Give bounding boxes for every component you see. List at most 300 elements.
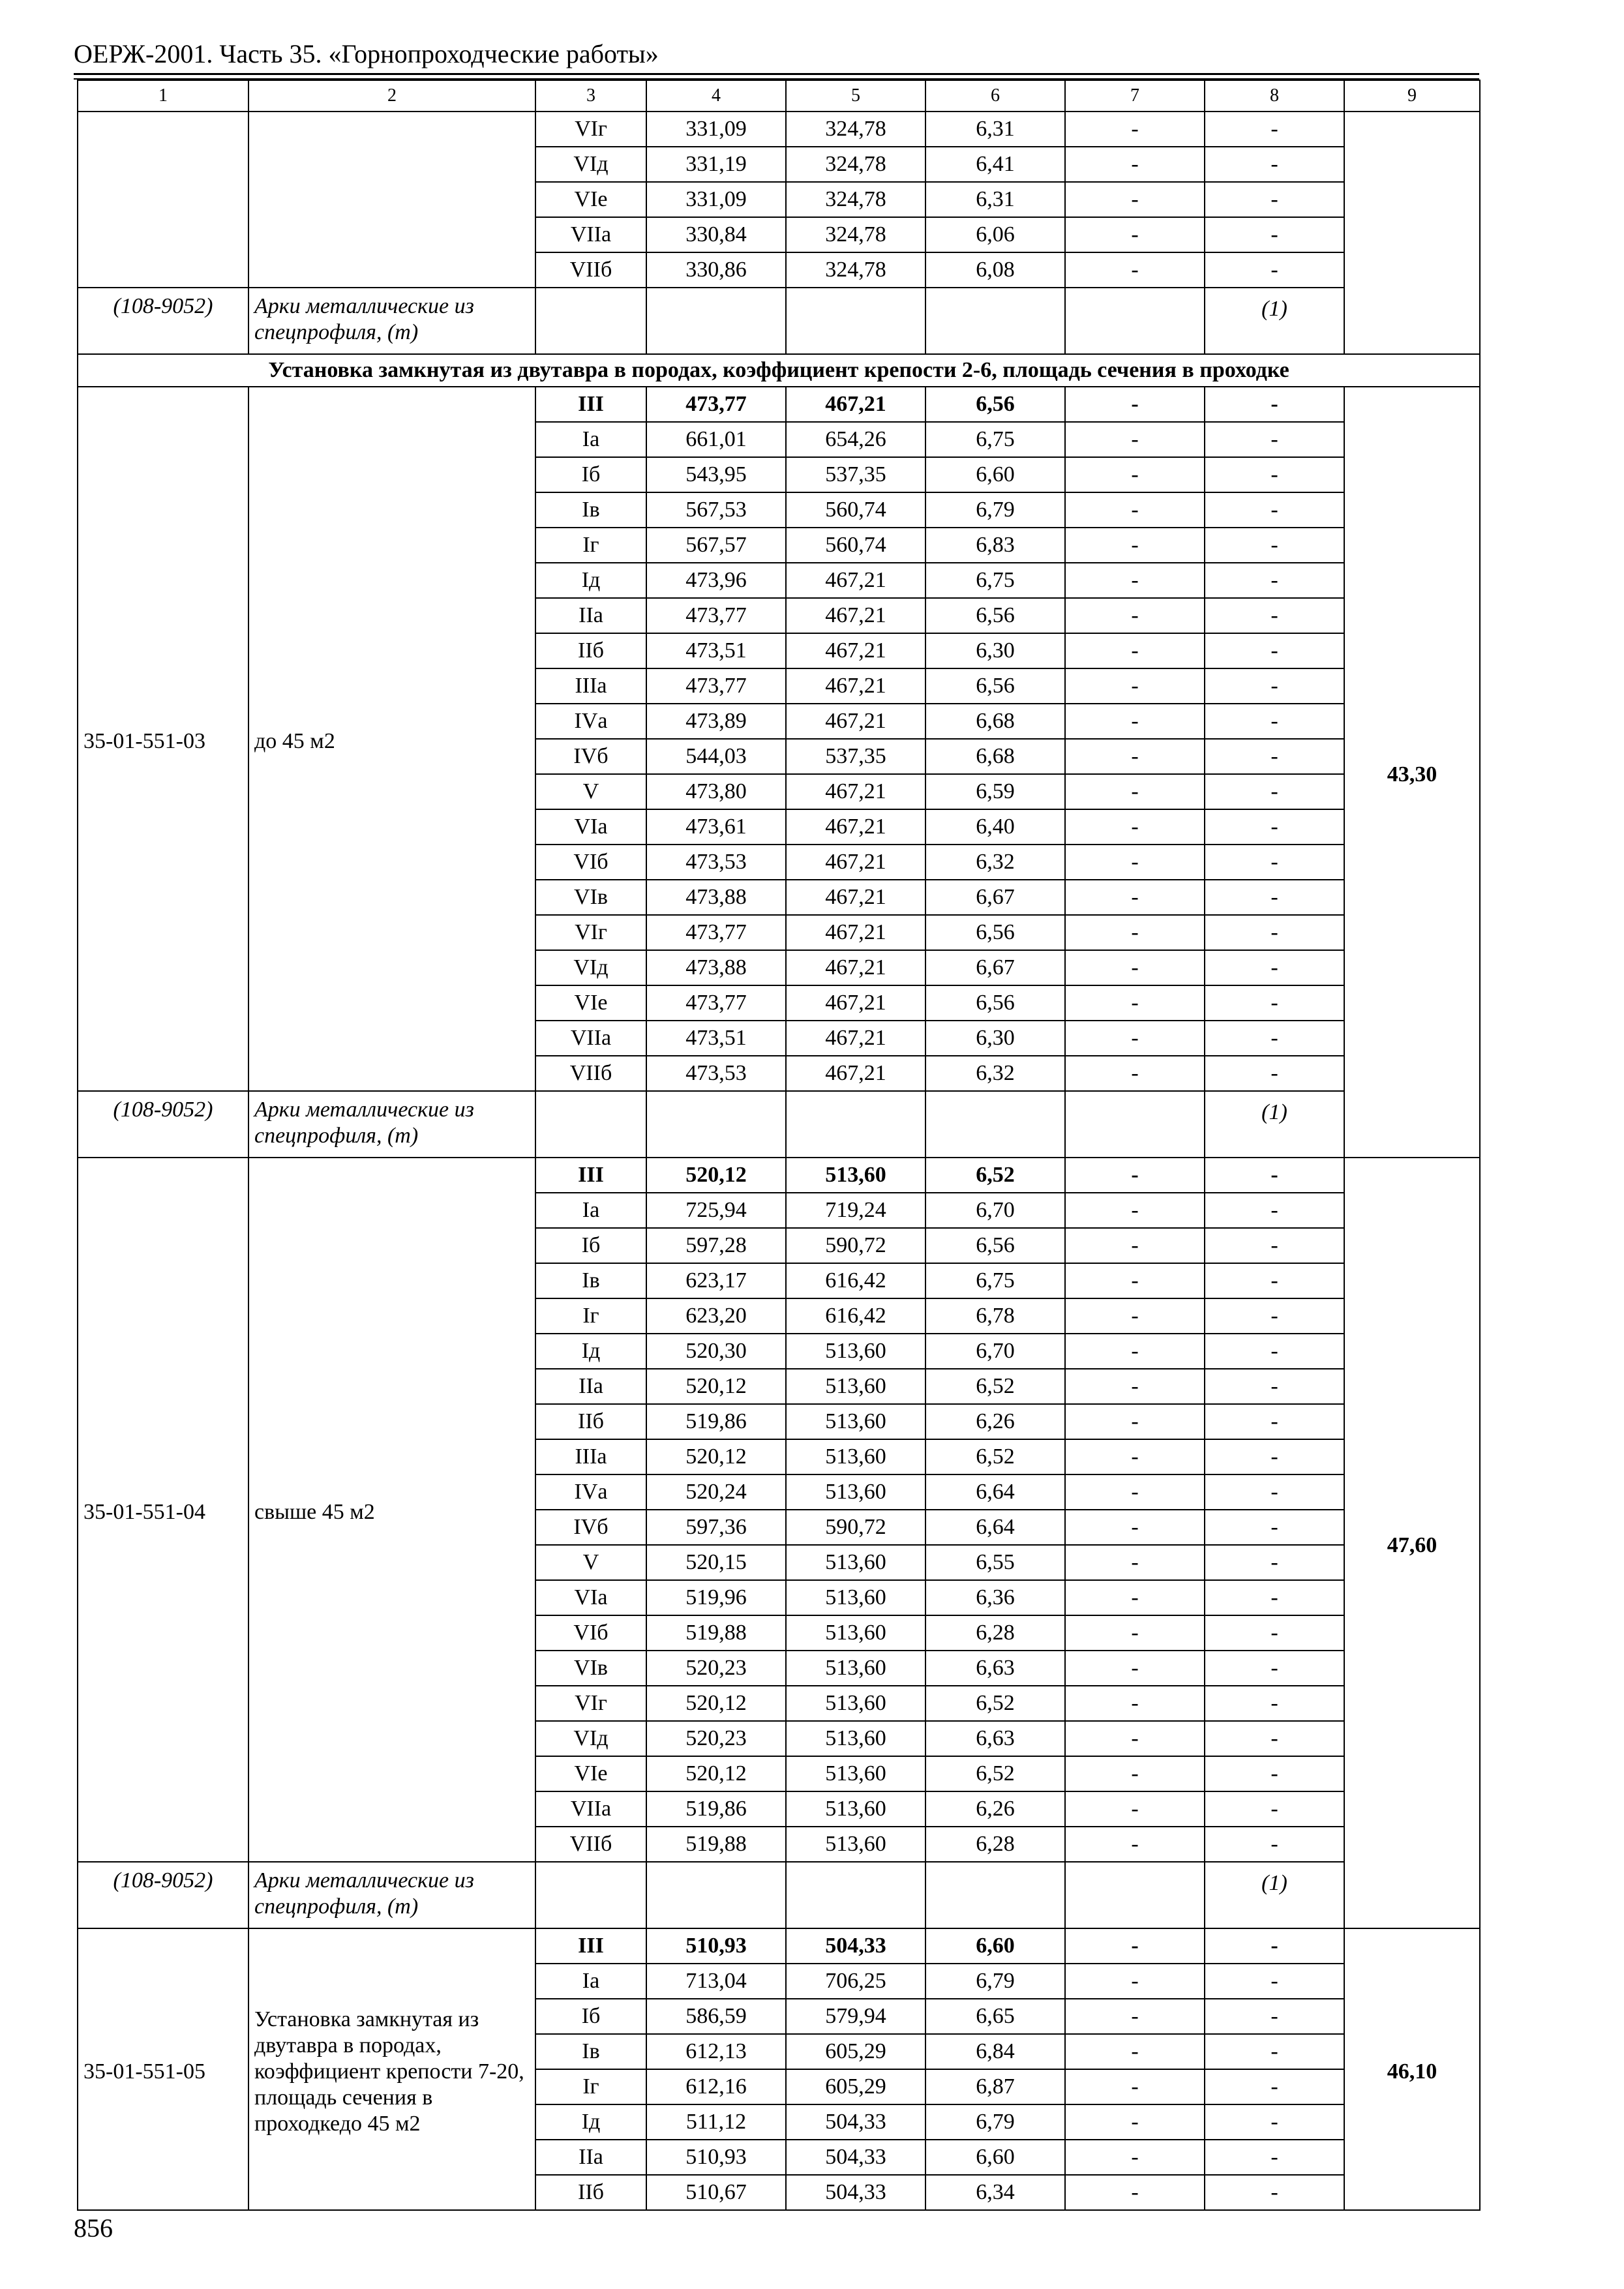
cell-col7: - [1065, 1928, 1205, 1964]
cell-col5: 513,60 [786, 1334, 925, 1369]
cell-col8: - [1205, 1928, 1344, 1964]
cell-col4: 473,77 [646, 598, 786, 633]
cell-col4: 330,84 [646, 217, 786, 252]
cell-col8: - [1205, 182, 1344, 217]
cell-col7: - [1065, 880, 1205, 915]
region-cell: VIб [535, 1615, 646, 1651]
cell-col8: - [1205, 1510, 1344, 1545]
cell-col6: 6,79 [925, 1964, 1065, 1999]
cell-col4: 725,94 [646, 1193, 786, 1228]
cell-col6: 6,26 [925, 1404, 1065, 1439]
cell-col5: 513,60 [786, 1827, 925, 1862]
region-cell: IIа [535, 2140, 646, 2175]
cell-col6: 6,67 [925, 950, 1065, 985]
cell-col4: 510,67 [646, 2175, 786, 2210]
cell-col6: 6,79 [925, 2104, 1065, 2140]
material-code: (108-9052) [78, 1862, 248, 1928]
region-cell: VIе [535, 985, 646, 1021]
cell-col7: - [1065, 1369, 1205, 1404]
cell-col4: 597,28 [646, 1228, 786, 1263]
region-cell: VIIа [535, 1791, 646, 1827]
cell-col6: 6,30 [925, 633, 1065, 668]
cell-col7: - [1065, 1545, 1205, 1580]
cell-col6: 6,78 [925, 1298, 1065, 1334]
cell-col4: 473,77 [646, 915, 786, 950]
table-row [78, 112, 1480, 147]
cell-col8: - [1205, 1021, 1344, 1056]
cell-col5: 513,60 [786, 1580, 925, 1615]
region-cell: IIIа [535, 668, 646, 704]
cell-col7: - [1065, 1404, 1205, 1439]
column-number-row [78, 80, 1480, 112]
cell-col5: 513,60 [786, 1651, 925, 1686]
cell-col4: 331,19 [646, 147, 786, 182]
empty-cell [786, 1091, 925, 1158]
cell-col8: - [1205, 1369, 1344, 1404]
cell-col7: - [1065, 457, 1205, 492]
cell-col5: 467,21 [786, 563, 925, 598]
cell-col7: - [1065, 387, 1205, 422]
cell-col8: - [1205, 633, 1344, 668]
region-cell: III [535, 1158, 646, 1193]
cell-col6: 6,79 [925, 492, 1065, 528]
cell-col8: - [1205, 217, 1344, 252]
region-cell: IIб [535, 2175, 646, 2210]
region-cell: VIд [535, 950, 646, 985]
region-cell: Iб [535, 1228, 646, 1263]
cell-col5: 560,74 [786, 528, 925, 563]
region-cell: VIа [535, 1580, 646, 1615]
cell-col4: 597,36 [646, 1510, 786, 1545]
region-cell: Iв [535, 1263, 646, 1298]
cell-col7: - [1065, 1580, 1205, 1615]
region-cell: Iа [535, 422, 646, 457]
cell-col4: 713,04 [646, 1964, 786, 1999]
cell-col4: 612,13 [646, 2034, 786, 2069]
region-cell: VIIб [535, 252, 646, 288]
cell-col4: 473,51 [646, 633, 786, 668]
cell-col7: - [1065, 1228, 1205, 1263]
cell-col8: - [1205, 1228, 1344, 1263]
cell-col5: 467,21 [786, 598, 925, 633]
cell-col5: 605,29 [786, 2069, 925, 2104]
cell-col6: 6,75 [925, 422, 1065, 457]
cell-col6: 6,64 [925, 1510, 1065, 1545]
cell-col8: - [1205, 1964, 1344, 1999]
cell-col8: - [1205, 1756, 1344, 1791]
cell-col7: - [1065, 2175, 1205, 2210]
material-code: (108-9052) [78, 1091, 248, 1158]
cell-col7: - [1065, 1158, 1205, 1193]
cell-col6: 6,31 [925, 182, 1065, 217]
rate-total: 43,30 [1344, 387, 1480, 1158]
region-cell: VIг [535, 1686, 646, 1721]
cell-col5: 605,29 [786, 2034, 925, 2069]
cell-col4: 567,53 [646, 492, 786, 528]
cell-col5: 467,21 [786, 1056, 925, 1091]
region-cell: VIд [535, 1721, 646, 1756]
cell-col5: 513,60 [786, 1158, 925, 1193]
rate-total: 46,10 [1344, 1928, 1480, 2210]
cell-col7: - [1065, 1298, 1205, 1334]
page-header-title: ОЕРЖ-2001. Часть 35. «Горнопроходческие работы» [74, 39, 659, 68]
cell-col7: - [1065, 2034, 1205, 2069]
cell-col8: - [1205, 880, 1344, 915]
rate-code: 35-01-551-05 [78, 1928, 248, 2210]
region-cell: Iг [535, 1298, 646, 1334]
region-cell: VIIб [535, 1827, 646, 1862]
cell-col4: 473,53 [646, 1056, 786, 1091]
material-name: Арки металлические из спецпрофиля, (т) [248, 1862, 535, 1928]
region-cell: IVа [535, 704, 646, 739]
cell-col6: 6,56 [925, 1228, 1065, 1263]
cell-col5: 513,60 [786, 1545, 925, 1580]
cell-col8: - [1205, 1791, 1344, 1827]
cell-col4: 331,09 [646, 112, 786, 147]
empty-cell [535, 288, 646, 354]
cell-col5: 513,60 [786, 1791, 925, 1827]
cell-col5: 560,74 [786, 492, 925, 528]
cell-col4: 520,12 [646, 1369, 786, 1404]
cell-col6: 6,28 [925, 1827, 1065, 1862]
cell-col5: 467,21 [786, 845, 925, 880]
cell-col8: - [1205, 809, 1344, 845]
material-qty: (1) [1205, 1862, 1344, 1928]
rate-code: 35-01-551-04 [78, 1158, 248, 1862]
cell-col5: 504,33 [786, 1928, 925, 1964]
cell-col5: 324,78 [786, 147, 925, 182]
cell-col7: - [1065, 598, 1205, 633]
cell-col7: - [1065, 1756, 1205, 1791]
cell-col4: 473,88 [646, 880, 786, 915]
cell-col8: - [1205, 985, 1344, 1021]
cell-col5: 513,60 [786, 1615, 925, 1651]
region-cell: Iб [535, 1999, 646, 2034]
cell-col6: 6,30 [925, 1021, 1065, 1056]
cell-col6: 6,56 [925, 668, 1065, 704]
cell-col4: 623,20 [646, 1298, 786, 1334]
cell-col5: 467,21 [786, 985, 925, 1021]
cell-col7: - [1065, 1686, 1205, 1721]
section-heading-row [78, 354, 1480, 387]
cell-col6: 6,70 [925, 1334, 1065, 1369]
region-cell: VIе [535, 1756, 646, 1791]
cell-col4: 520,23 [646, 1651, 786, 1686]
empty-cell [786, 288, 925, 354]
region-cell: Iг [535, 528, 646, 563]
cell-col4: 473,61 [646, 809, 786, 845]
cell-col8: - [1205, 950, 1344, 985]
cell-col7: - [1065, 492, 1205, 528]
region-cell: VIв [535, 1651, 646, 1686]
cell-col7: - [1065, 2104, 1205, 2140]
cell-col4: 473,80 [646, 774, 786, 809]
region-cell: IVа [535, 1474, 646, 1510]
cell-col8: - [1205, 1651, 1344, 1686]
cell-col5: 504,33 [786, 2140, 925, 2175]
cell-col4: 519,86 [646, 1791, 786, 1827]
rate-total [1344, 112, 1480, 354]
cell-col4: 330,86 [646, 252, 786, 288]
cell-col5: 467,21 [786, 880, 925, 915]
cell-col7: - [1065, 1510, 1205, 1545]
cell-col8: - [1205, 1158, 1344, 1193]
cell-col4: 623,17 [646, 1263, 786, 1298]
cell-col6: 6,34 [925, 2175, 1065, 2210]
cell-col5: 324,78 [786, 217, 925, 252]
cell-col7: - [1065, 668, 1205, 704]
cell-col5: 467,21 [786, 633, 925, 668]
cell-col7: - [1065, 915, 1205, 950]
cell-col5: 467,21 [786, 809, 925, 845]
cell-col6: 6,60 [925, 2140, 1065, 2175]
cell-col6: 6,41 [925, 147, 1065, 182]
region-cell: VIб [535, 845, 646, 880]
cell-col5: 513,60 [786, 1404, 925, 1439]
cell-col6: 6,31 [925, 112, 1065, 147]
cell-col7: - [1065, 1651, 1205, 1686]
region-cell: VIг [535, 915, 646, 950]
region-cell: VIIб [535, 1056, 646, 1091]
material-qty: (1) [1205, 288, 1344, 354]
cell-col4: 473,77 [646, 985, 786, 1021]
table-row [78, 1158, 1480, 1193]
region-cell: IIа [535, 598, 646, 633]
cell-col4: 473,96 [646, 563, 786, 598]
cell-col4: 586,59 [646, 1999, 786, 2034]
rate-name: Установка замкнутая из двутавра в породах, коэффициент крепости 7-20, площадь сечения в проходкедо 45 м2 [248, 1928, 535, 2210]
cell-col5: 513,60 [786, 1721, 925, 1756]
cell-col6: 6,52 [925, 1439, 1065, 1474]
cell-col5: 537,35 [786, 739, 925, 774]
cell-col8: - [1205, 1334, 1344, 1369]
cell-col6: 6,52 [925, 1756, 1065, 1791]
cell-col5: 467,21 [786, 1021, 925, 1056]
cell-col7: - [1065, 1439, 1205, 1474]
region-cell: Iв [535, 492, 646, 528]
cell-col6: 6,36 [925, 1580, 1065, 1615]
cell-col4: 473,51 [646, 1021, 786, 1056]
cell-col7: - [1065, 1263, 1205, 1298]
cell-col5: 467,21 [786, 668, 925, 704]
cell-col6: 6,56 [925, 915, 1065, 950]
empty-cell [925, 288, 1065, 354]
cell-col7: - [1065, 1615, 1205, 1651]
cell-col7: - [1065, 845, 1205, 880]
region-cell: IVб [535, 1510, 646, 1545]
empty-cell [646, 1862, 786, 1928]
cell-col5: 616,42 [786, 1298, 925, 1334]
cell-col6: 6,08 [925, 252, 1065, 288]
cell-col8: - [1205, 387, 1344, 422]
cell-col8: - [1205, 704, 1344, 739]
region-cell: IIб [535, 633, 646, 668]
cell-col8: - [1205, 1999, 1344, 2034]
region-cell: IIIа [535, 1439, 646, 1474]
column-number: 1 [78, 80, 248, 112]
cell-col6: 6,55 [925, 1545, 1065, 1580]
cell-col4: 473,53 [646, 845, 786, 880]
cell-col6: 6,56 [925, 985, 1065, 1021]
cell-col7: - [1065, 1334, 1205, 1369]
cell-col8: - [1205, 1056, 1344, 1091]
cell-col7: - [1065, 147, 1205, 182]
rate-code: 35-01-551-03 [78, 387, 248, 1091]
cell-col8: - [1205, 2140, 1344, 2175]
material-row [78, 1862, 1480, 1928]
cell-col6: 6,56 [925, 598, 1065, 633]
cell-col8: - [1205, 563, 1344, 598]
header-rule [74, 73, 1479, 75]
region-cell: IIа [535, 1369, 646, 1404]
cell-col4: 544,03 [646, 739, 786, 774]
region-cell: Iд [535, 1334, 646, 1369]
region-cell: VIд [535, 147, 646, 182]
cell-col4: 511,12 [646, 2104, 786, 2140]
cell-col7: - [1065, 1721, 1205, 1756]
cell-col8: - [1205, 112, 1344, 147]
cell-col4: 567,57 [646, 528, 786, 563]
cell-col5: 467,21 [786, 774, 925, 809]
cell-col5: 513,60 [786, 1439, 925, 1474]
cell-col7: - [1065, 1056, 1205, 1091]
empty-cell [646, 288, 786, 354]
empty-cell [925, 1091, 1065, 1158]
cell-col7: - [1065, 774, 1205, 809]
cell-col6: 6,59 [925, 774, 1065, 809]
cell-col6: 6,52 [925, 1686, 1065, 1721]
cell-col4: 520,23 [646, 1721, 786, 1756]
material-name: Арки металлические из спецпрофиля, (т) [248, 1091, 535, 1158]
cell-col4: 473,77 [646, 387, 786, 422]
cell-col6: 6,68 [925, 704, 1065, 739]
cell-col6: 6,70 [925, 1193, 1065, 1228]
cell-col5: 654,26 [786, 422, 925, 457]
cell-col8: - [1205, 528, 1344, 563]
cell-col7: - [1065, 2140, 1205, 2175]
region-cell: VIIа [535, 217, 646, 252]
cell-col7: - [1065, 950, 1205, 985]
column-number: 3 [535, 80, 646, 112]
page-number: 856 [74, 2213, 113, 2243]
cell-col6: 6,32 [925, 845, 1065, 880]
cell-col4: 520,12 [646, 1439, 786, 1474]
cell-col8: - [1205, 147, 1344, 182]
cell-col8: - [1205, 1615, 1344, 1651]
cell-col5: 513,60 [786, 1756, 925, 1791]
cell-col7: - [1065, 1193, 1205, 1228]
cell-col5: 590,72 [786, 1228, 925, 1263]
cell-col4: 510,93 [646, 2140, 786, 2175]
column-number: 2 [248, 80, 535, 112]
cell-col6: 6,68 [925, 739, 1065, 774]
cell-col5: 324,78 [786, 112, 925, 147]
cell-col6: 6,56 [925, 387, 1065, 422]
empty-cell [1065, 288, 1205, 354]
cell-col8: - [1205, 252, 1344, 288]
cell-col4: 519,96 [646, 1580, 786, 1615]
cell-col6: 6,63 [925, 1651, 1065, 1686]
region-cell: III [535, 387, 646, 422]
cell-col6: 6,64 [925, 1474, 1065, 1510]
cell-col6: 6,52 [925, 1369, 1065, 1404]
empty-cell [535, 1862, 646, 1928]
cell-col4: 519,86 [646, 1404, 786, 1439]
cell-col5: 504,33 [786, 2104, 925, 2140]
cell-col5: 467,21 [786, 915, 925, 950]
cell-col6: 6,60 [925, 1928, 1065, 1964]
cell-col5: 324,78 [786, 252, 925, 288]
cell-col8: - [1205, 457, 1344, 492]
cell-col5: 513,60 [786, 1369, 925, 1404]
cell-col7: - [1065, 739, 1205, 774]
region-cell: VIе [535, 182, 646, 217]
material-row [78, 1091, 1480, 1158]
column-number: 6 [925, 80, 1065, 112]
empty-cell [1065, 1091, 1205, 1158]
cell-col6: 6,40 [925, 809, 1065, 845]
region-cell: Iг [535, 2069, 646, 2104]
cell-col7: - [1065, 1999, 1205, 2034]
cell-col5: 719,24 [786, 1193, 925, 1228]
cell-col6: 6,87 [925, 2069, 1065, 2104]
region-cell: Iд [535, 563, 646, 598]
material-code: (108-9052) [78, 288, 248, 354]
cell-col8: - [1205, 1298, 1344, 1334]
cell-col8: - [1205, 1263, 1344, 1298]
cell-col8: - [1205, 1827, 1344, 1862]
rate-name: свыше 45 м2 [248, 1158, 535, 1862]
cell-col6: 6,52 [925, 1158, 1065, 1193]
cell-col4: 520,12 [646, 1756, 786, 1791]
table-row [78, 1928, 1480, 1964]
region-cell: VIа [535, 809, 646, 845]
region-cell: Iв [535, 2034, 646, 2069]
cell-col7: - [1065, 1827, 1205, 1862]
cell-col6: 6,65 [925, 1999, 1065, 2034]
cell-col8: - [1205, 739, 1344, 774]
cell-col5: 467,21 [786, 704, 925, 739]
cell-col8: - [1205, 1721, 1344, 1756]
cell-col5: 467,21 [786, 950, 925, 985]
cell-col6: 6,26 [925, 1791, 1065, 1827]
column-number: 8 [1205, 80, 1344, 112]
region-cell: Iа [535, 1193, 646, 1228]
cell-col4: 473,77 [646, 668, 786, 704]
material-name: Арки металлические из спецпрофиля, (т) [248, 288, 535, 354]
cell-col6: 6,84 [925, 2034, 1065, 2069]
region-cell: Iд [535, 2104, 646, 2140]
cell-col4: 473,88 [646, 950, 786, 985]
cell-col5: 467,21 [786, 387, 925, 422]
cell-col4: 543,95 [646, 457, 786, 492]
cell-col7: - [1065, 528, 1205, 563]
region-cell: Iа [535, 1964, 646, 1999]
cell-col4: 510,93 [646, 1928, 786, 1964]
cell-col8: - [1205, 668, 1344, 704]
cell-col8: - [1205, 845, 1344, 880]
cell-col7: - [1065, 985, 1205, 1021]
cell-col7: - [1065, 704, 1205, 739]
cell-col5: 513,60 [786, 1474, 925, 1510]
cell-col8: - [1205, 1404, 1344, 1439]
cell-col8: - [1205, 2034, 1344, 2069]
cell-col4: 520,15 [646, 1545, 786, 1580]
cell-col5: 579,94 [786, 1999, 925, 2034]
cell-col7: - [1065, 1791, 1205, 1827]
cell-col7: - [1065, 2069, 1205, 2104]
cell-col4: 520,12 [646, 1158, 786, 1193]
